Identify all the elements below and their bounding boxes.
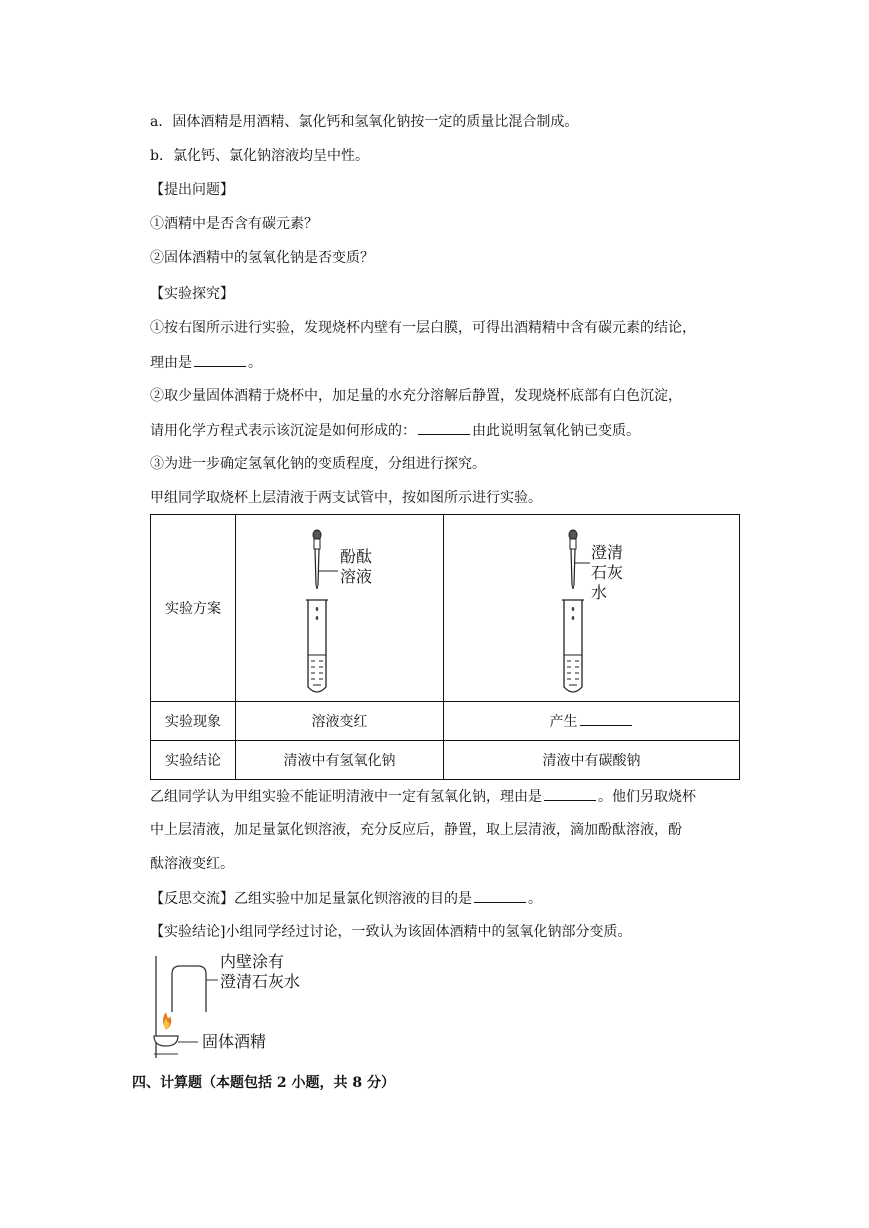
explore-2-end: 由此说明氢氧化钠已变质。 bbox=[472, 423, 640, 439]
phenomenon-1: 溶液变红 bbox=[236, 702, 444, 741]
answer-blank-table[interactable] bbox=[580, 711, 632, 726]
burner-label: 固体酒精 bbox=[202, 1032, 267, 1051]
explore-3: ③为进一步确定氢氧化钠的变质程度，分组进行探究。 bbox=[150, 456, 486, 472]
fig1-label: 酚酞 溶液 bbox=[340, 547, 373, 586]
group-b-line3: 酞溶液变红。 bbox=[150, 856, 234, 872]
scheme-figure-2 bbox=[444, 515, 740, 702]
explore-1-line2 bbox=[150, 352, 262, 373]
info-b: b．氯化钙、氯化钠溶液均呈中性。 bbox=[150, 148, 369, 164]
conclusion-1: 清液中有氢氧化钠 bbox=[236, 741, 444, 780]
answer-blank-2[interactable] bbox=[418, 420, 470, 435]
ask-heading: 【提出问题】 bbox=[150, 182, 234, 198]
group-b-line1: 乙组同学认为甲组实验不能证明清液中一定有氢氧化钠，理由是 。他们另取烧杯 bbox=[150, 786, 696, 807]
explore-1-text: 理由是 bbox=[150, 355, 192, 371]
beaker-burner-figure bbox=[148, 950, 348, 1065]
info-a: a．固体酒精是用酒精、氯化钙和氢氧化钠按一定的质量比混合制成。 bbox=[150, 114, 579, 130]
phenomenon-2: 产生 bbox=[444, 702, 740, 741]
question-1: ①酒精中是否含有碳元素？ bbox=[150, 216, 318, 232]
row-label-conclusion: 实验结论 bbox=[151, 741, 236, 780]
scheme-figure-1 bbox=[236, 515, 444, 702]
conclusion-line: 【实验结论]小组同学经过讨论，一致认为该固体酒精中的氢氧化钠部分变质。 bbox=[150, 924, 632, 940]
explore-1-line1: ①按右图所示进行实验，发现烧杯内壁有一层白膜，可得出酒精精中含有碳元素的结论， bbox=[150, 320, 696, 336]
answer-blank-3[interactable] bbox=[544, 786, 596, 801]
answer-blank-1[interactable] bbox=[194, 352, 246, 367]
explore-2-line2 bbox=[150, 420, 640, 441]
explore-2-line1: ②取少量固体酒精于烧杯中，加足量的水充分溶解后静置，发现烧杯底部有白色沉淀， bbox=[150, 388, 682, 404]
experiment-table bbox=[150, 514, 740, 780]
beaker-label: 内壁涂有 澄清石灰水 bbox=[220, 952, 301, 991]
group-a-text: 甲组同学取烧杯上层清液于两支试管中，按如图所示进行实验。 bbox=[150, 490, 542, 506]
fig2-label: 澄清 石灰 水 bbox=[591, 543, 624, 602]
section-heading: 四、计算题（本题包括 2 小题，共 8 分） bbox=[132, 1075, 395, 1091]
reflect-line: 【反思交流】乙组实验中加足量氯化钡溶液的目的是 。 bbox=[150, 888, 542, 909]
row-label-scheme: 实验方案 bbox=[151, 515, 236, 702]
group-b-line2: 中上层清液，加足量氯化钡溶液，充分反应后，静置，取上层清液，滴加酚酞溶液，酚 bbox=[150, 822, 682, 838]
explore-2-text: 请用化学方程式表示该沉淀是如何形成的： bbox=[150, 423, 416, 439]
explore-heading: 【实验探究】 bbox=[150, 286, 234, 302]
dropper-testtube-figure-1 bbox=[236, 515, 443, 701]
answer-blank-4[interactable] bbox=[474, 888, 526, 903]
conclusion-2: 清液中有碳酸钠 bbox=[444, 741, 740, 780]
question-2: ②固体酒精中的氢氧化钠是否变质？ bbox=[150, 250, 374, 266]
row-label-phenomenon: 实验现象 bbox=[151, 702, 236, 741]
explore-1-end: 。 bbox=[248, 355, 262, 371]
